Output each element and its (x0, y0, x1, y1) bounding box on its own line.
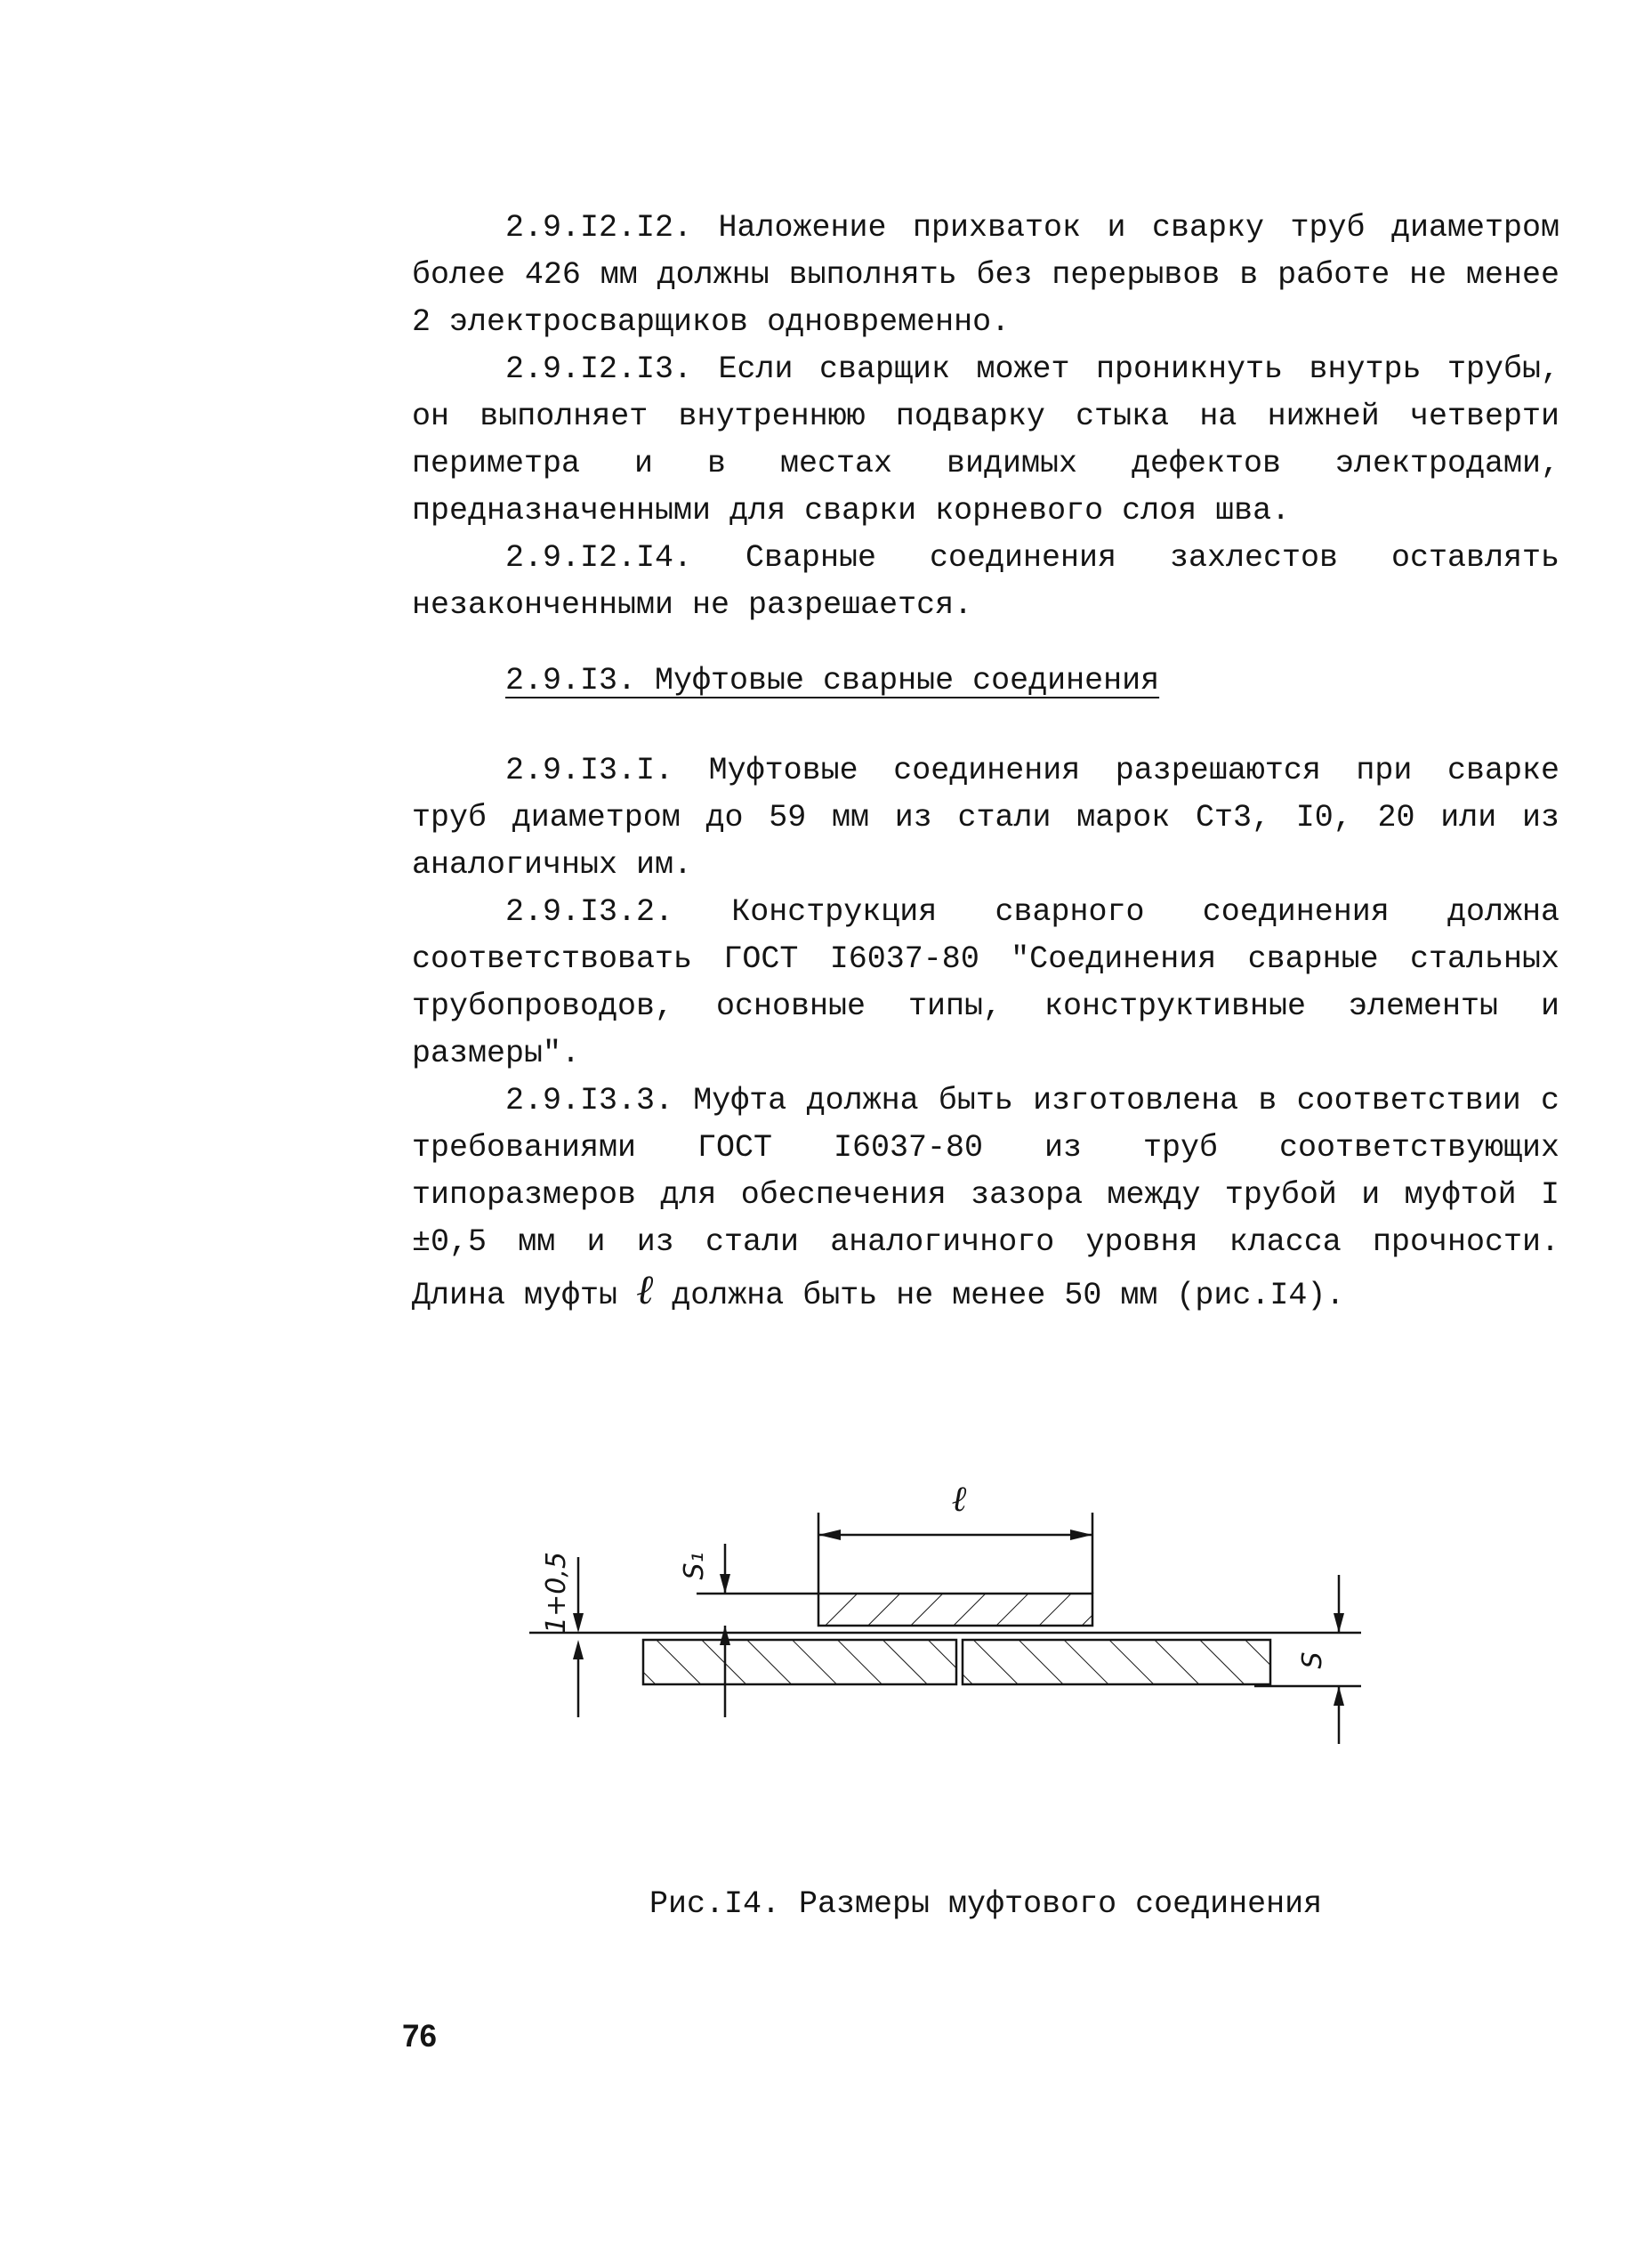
left-pipe-wall (643, 1640, 956, 1684)
paragraph-number: 2.9.I2.I3. (505, 351, 693, 387)
s1-label: S₁ (679, 1552, 710, 1580)
paragraph-2-9-13-1 (412, 747, 1559, 889)
length-label: ℓ (951, 1479, 967, 1520)
paragraph-number: 2.9.I2.I2. (505, 210, 693, 246)
arrow-icon (818, 1530, 841, 1540)
right-pipe-wall (963, 1640, 1270, 1684)
arrow-icon (720, 1626, 730, 1645)
section-2-9-13-paragraphs (412, 747, 1559, 1320)
paragraph-2-9-12-13 (412, 346, 1559, 535)
gap-label: 1+0,5 (541, 1552, 572, 1634)
figure-caption: Рис.I4. Размеры муфтового соединения (649, 1886, 1323, 1922)
paragraph-2-9-12-12 (412, 205, 1559, 346)
arrow-icon (573, 1640, 584, 1659)
page-number: 76 (402, 2019, 437, 2054)
paragraph-text: Муфтовые соединения разрешаются при сварке труб диаметром до 59 мм из стали марок Ст3, I0, 20 или из аналогичных им. (412, 753, 1559, 883)
paragraph-2-9-12-14 (412, 535, 1559, 629)
arrow-icon (573, 1613, 584, 1633)
paragraph-number: 2.9.I2.I4. (505, 540, 693, 576)
arrow-icon (1070, 1530, 1092, 1540)
section-heading-2-9-13: 2.9.I3. Муфтовые сварные соединения (505, 663, 1160, 698)
paragraph-text: Конструкция сварного соединения должна соответствовать ГОСТ I6037-80 "Соединения сварные стальных трубопроводов, основные типы, конструктивные элементы и размеры". (412, 894, 1559, 1071)
length-symbol: ℓ (636, 1265, 654, 1313)
paragraph-text: Наложение прихваток и сварку труб диаметром более 426 мм должны выполнять без перерывов в работе не менее 2 электросварщиков одновременно. (412, 210, 1559, 340)
coupling-joint-drawing (520, 1459, 1374, 1757)
paragraph-number: 2.9.I3.2. (505, 894, 674, 930)
arrow-icon (1334, 1613, 1344, 1633)
paragraph-text: должна быть не менее 50 мм (рис.I4). (672, 1278, 1345, 1313)
paragraph-number: 2.9.I3.I. (505, 753, 674, 788)
paragraph-text: Муфта должна быть изготовлена в соответствии с требованиями ГОСТ I6037-80 из труб соответствующих типоразмеров для обеспечения зазора между трубой и муфтой I ±0,5 мм и из стали аналогичного уровня класса прочности. Длина муфты (412, 1083, 1559, 1313)
arrow-icon (1334, 1686, 1344, 1706)
s-label: S (1297, 1651, 1328, 1669)
paragraph-text: Если сварщик может проникнуть внутрь трубы, он выполняет внутреннюю подварку стыка на нижней четверти периметра и в местах видимых дефектов электродами, предназначенными для сварки корневого слоя шва. (412, 351, 1559, 529)
paragraph-2-9-13-3 (412, 1078, 1559, 1320)
paragraph-2-9-13-2 (412, 889, 1559, 1078)
paragraph-number: 2.9.I3.3. (505, 1083, 674, 1118)
section-2-9-12-paragraphs (412, 205, 1559, 629)
coupling-sleeve (818, 1594, 1092, 1626)
paragraph-text: Сварные соединения захлестов оставлять незаконченными не разрешается. (412, 540, 1559, 623)
arrow-icon (720, 1574, 730, 1594)
